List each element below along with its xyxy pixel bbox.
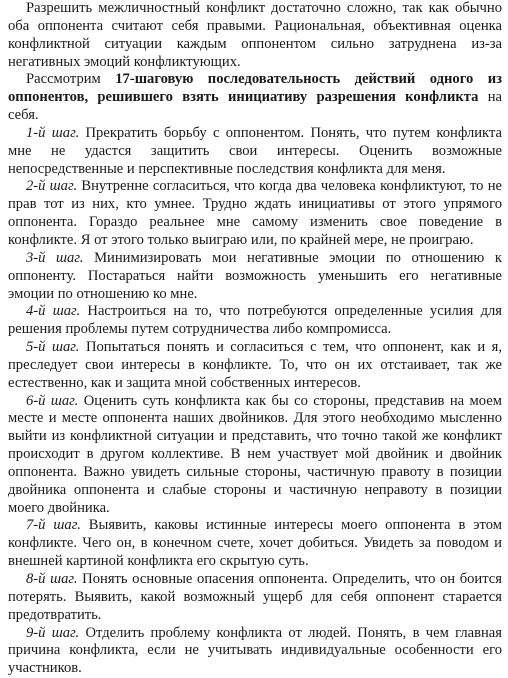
step-9 bbox=[8, 625, 502, 678]
step-label: 7-й шаг. bbox=[26, 517, 81, 534]
step-text: Выявить, каковы истинные интересы моего оппонента в этом конфликте. Чего он, в конечном счете, хочет добиться. Увидеть за поводом и внешней картиной конфликта его скрытую суть. bbox=[8, 517, 502, 570]
step-1 bbox=[8, 125, 502, 179]
step-label: 5-й шаг. bbox=[26, 339, 80, 356]
step-text: Отделить проблему конфликта от людей. Понять, в чем главная причина конфликта, если не учитывать индивидуальные особенности его участников. bbox=[8, 624, 502, 677]
paragraph-text-after: на себя. bbox=[8, 89, 503, 124]
step-text: Минимизировать мои негативные эмоции по отношению к оппоненту. Постараться найти возможность уменьшить его негативные эмоции по отношению ко мне. bbox=[8, 249, 502, 302]
step-2 bbox=[8, 178, 502, 249]
step-7 bbox=[8, 517, 502, 571]
step-label: 8-й шаг. bbox=[26, 571, 78, 587]
step-6 bbox=[8, 393, 502, 518]
step-label: 2-й шаг. bbox=[26, 178, 78, 195]
step-4 bbox=[8, 303, 502, 339]
step-3 bbox=[8, 250, 502, 304]
step-text: Оценить суть конфликта как бы со стороны, представив на моем месте и месте оппонента наших двойников. Для этого необходимо мысленно выйти из конфликтной ситуации и представить, что точно такой же конфликт происходит в другом коллективе. В нем участвует мой двойник и двойник оппонента. Важно увидеть сильные стороны, частичную правоту в позиции двойника оппонента и слабые стороны и частичную неправоту в позиции моего двойника. bbox=[8, 392, 502, 516]
step-text: Прекратить борьбу с оппонентом. Понять, что путем конфликта мне не удастся защитить свои интересы. Оценить возможные непосредственные и перспективные последствия конфликта для меня. bbox=[8, 124, 502, 177]
paragraph-text: Разрешить межличностный конфликт достаточно сложно, так как обычно оба оппонента считают себя правыми. Рациональная, объективная оценка конфликтной ситуации каждым оппонентом сильно затруднена из-за негативных эмоций конфликтующих. bbox=[8, 0, 502, 70]
step-text: Внутренне согласиться, что когда два человека конфликтуют, то не прав тот из них, кто умнее. Трудно ждать инициативы от этого упрямого оппонента. Гораздо реальнее мне самому изменить свое поведение в конфликте. Я от этого только выиграю или, по крайней мере, не проиграю. bbox=[8, 178, 502, 248]
step-label: 6-й шаг. bbox=[26, 392, 79, 409]
paragraph-bold-phrase: 17-шаговую последовательность действий одного из оппонентов, решившего взять инициативу разрешения конфликта bbox=[8, 71, 502, 106]
paragraph-intro-difficulty bbox=[8, 0, 502, 71]
step-text: Попытаться понять и согласиться с тем, что оппонент, как и я, преследует свои интересы в конфликте. То, что он их отстаивает, так же естественно, как и защита мной собственных интересов. bbox=[8, 339, 502, 391]
step-8 bbox=[8, 571, 502, 625]
step-label: 3-й шаг. bbox=[26, 249, 84, 266]
step-label: 4-й шаг. bbox=[26, 303, 81, 320]
step-label: 1-й шаг. bbox=[26, 124, 80, 141]
step-text: Настроиться на то, что потребуются определенные усилия для решения проблемы путем сотрудничества либо компромисса. bbox=[8, 303, 502, 338]
step-text: Понять основные опасения оппонента. Определить, что он боится потерять. Выявить, какой возможный ущерб для себя оппонент старается предотвратить. bbox=[8, 571, 502, 623]
step-5 bbox=[8, 339, 502, 393]
paragraph-text-before: Рассмотрим bbox=[26, 71, 116, 88]
step-label: 9-й шаг. bbox=[26, 624, 80, 641]
paragraph-17-steps-intro bbox=[8, 71, 502, 125]
